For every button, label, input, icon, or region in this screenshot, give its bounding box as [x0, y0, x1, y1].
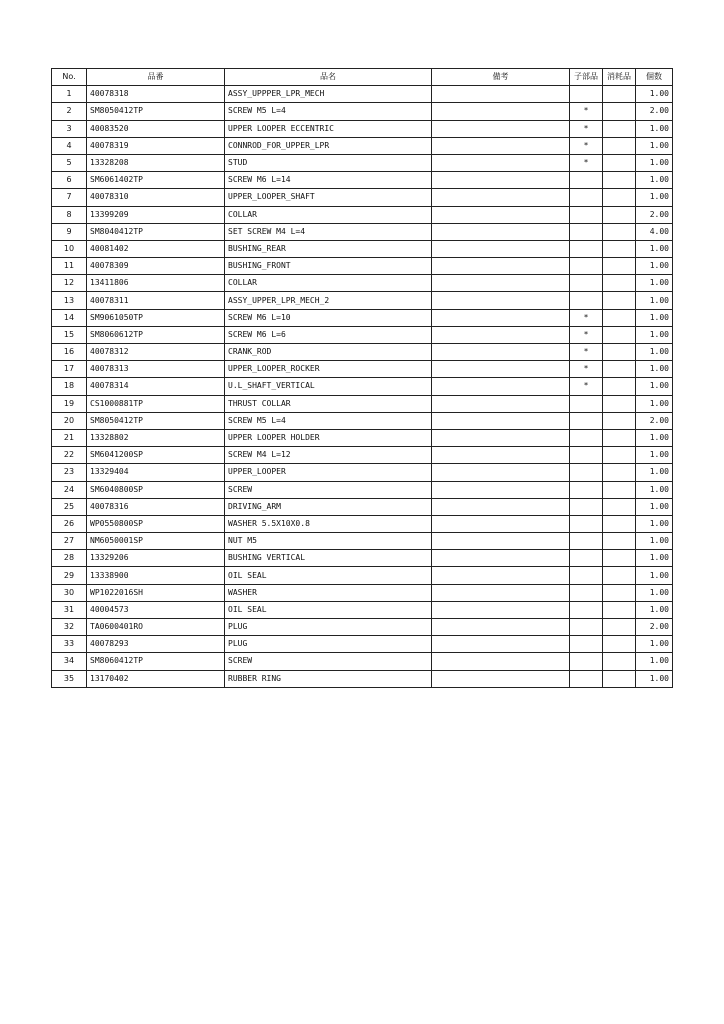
cell-remarks	[432, 206, 570, 223]
cell-remarks	[432, 258, 570, 275]
cell-quantity: 1.00	[636, 378, 673, 395]
header-no: No.	[52, 69, 87, 86]
cell-consumable-mark	[603, 653, 636, 670]
cell-part-name: COLLAR	[225, 275, 432, 292]
cell-consumable-mark	[603, 636, 636, 653]
cell-part-name: CRANK_ROD	[225, 344, 432, 361]
cell-part-name: CONNROD_FOR_UPPER_LPR	[225, 137, 432, 154]
table-row	[52, 601, 673, 618]
cell-part-name: OIL SEAL	[225, 601, 432, 618]
cell-part-number: 40004573	[87, 601, 225, 618]
cell-part-name: UPPER_LOOPER_SHAFT	[225, 189, 432, 206]
cell-sub-part-mark	[570, 447, 603, 464]
cell-sub-part-mark	[570, 292, 603, 309]
cell-sub-part-mark	[570, 206, 603, 223]
cell-quantity: 1.00	[636, 395, 673, 412]
cell-sub-part-mark	[570, 533, 603, 550]
header-consumable: 消耗品	[603, 69, 636, 86]
cell-consumable-mark	[603, 137, 636, 154]
table-row	[52, 275, 673, 292]
cell-part-number: 13411806	[87, 275, 225, 292]
table-row	[52, 326, 673, 343]
cell-no: 6	[52, 172, 87, 189]
table-row	[52, 120, 673, 137]
cell-sub-part-mark	[570, 584, 603, 601]
cell-sub-part-mark: *	[570, 326, 603, 343]
cell-quantity: 1.00	[636, 498, 673, 515]
cell-part-number: 13338900	[87, 567, 225, 584]
parts-list-sheet	[51, 68, 673, 688]
cell-sub-part-mark	[570, 240, 603, 257]
cell-part-name: NUT M5	[225, 533, 432, 550]
cell-sub-part-mark	[570, 86, 603, 103]
cell-quantity: 1.00	[636, 464, 673, 481]
cell-part-number: SM8050412TP	[87, 412, 225, 429]
cell-part-number: WP0550800SP	[87, 515, 225, 532]
cell-remarks	[432, 395, 570, 412]
cell-part-number: WP1022016SH	[87, 584, 225, 601]
cell-remarks	[432, 275, 570, 292]
cell-no: 30	[52, 584, 87, 601]
table-row	[52, 550, 673, 567]
cell-quantity: 1.00	[636, 137, 673, 154]
cell-no: 12	[52, 275, 87, 292]
cell-remarks	[432, 326, 570, 343]
cell-remarks	[432, 86, 570, 103]
cell-part-name: BUSHING_REAR	[225, 240, 432, 257]
cell-sub-part-mark	[570, 670, 603, 687]
cell-part-number: SM8060412TP	[87, 653, 225, 670]
header-part-name: 品名	[225, 69, 432, 86]
cell-consumable-mark	[603, 481, 636, 498]
cell-consumable-mark	[603, 533, 636, 550]
table-row	[52, 429, 673, 446]
cell-quantity: 1.00	[636, 447, 673, 464]
cell-remarks	[432, 550, 570, 567]
cell-part-number: 13170402	[87, 670, 225, 687]
cell-remarks	[432, 670, 570, 687]
cell-remarks	[432, 361, 570, 378]
cell-no: 4	[52, 137, 87, 154]
cell-sub-part-mark	[570, 636, 603, 653]
cell-sub-part-mark	[570, 481, 603, 498]
cell-part-name: UPPER_LOOPER_ROCKER	[225, 361, 432, 378]
cell-remarks	[432, 223, 570, 240]
cell-part-number: 13329206	[87, 550, 225, 567]
cell-sub-part-mark	[570, 550, 603, 567]
cell-quantity: 1.00	[636, 361, 673, 378]
table-row	[52, 412, 673, 429]
cell-remarks	[432, 653, 570, 670]
table-row	[52, 533, 673, 550]
cell-no: 33	[52, 636, 87, 653]
cell-consumable-mark	[603, 103, 636, 120]
cell-no: 23	[52, 464, 87, 481]
cell-quantity: 1.00	[636, 429, 673, 446]
table-row	[52, 154, 673, 171]
cell-consumable-mark	[603, 464, 636, 481]
cell-part-number: 13399209	[87, 206, 225, 223]
cell-part-name: THRUST COLLAR	[225, 395, 432, 412]
cell-sub-part-mark	[570, 464, 603, 481]
header-part-number: 品番	[87, 69, 225, 86]
cell-quantity: 1.00	[636, 550, 673, 567]
cell-quantity: 2.00	[636, 206, 673, 223]
cell-part-number: NM6050001SP	[87, 533, 225, 550]
cell-consumable-mark	[603, 292, 636, 309]
cell-remarks	[432, 515, 570, 532]
cell-no: 7	[52, 189, 87, 206]
cell-no: 8	[52, 206, 87, 223]
cell-remarks	[432, 619, 570, 636]
cell-part-name: SCREW M4 L=12	[225, 447, 432, 464]
cell-no: 35	[52, 670, 87, 687]
cell-no: 25	[52, 498, 87, 515]
cell-part-number: SM8060612TP	[87, 326, 225, 343]
cell-quantity: 1.00	[636, 533, 673, 550]
cell-quantity: 2.00	[636, 103, 673, 120]
cell-no: 31	[52, 601, 87, 618]
cell-no: 10	[52, 240, 87, 257]
cell-remarks	[432, 344, 570, 361]
cell-no: 26	[52, 515, 87, 532]
table-row	[52, 481, 673, 498]
cell-sub-part-mark: *	[570, 103, 603, 120]
cell-part-number: CS1000881TP	[87, 395, 225, 412]
cell-part-number: 40078314	[87, 378, 225, 395]
cell-consumable-mark	[603, 189, 636, 206]
cell-sub-part-mark	[570, 395, 603, 412]
cell-part-name: WASHER 5.5X10X0.8	[225, 515, 432, 532]
table-row	[52, 636, 673, 653]
cell-remarks	[432, 412, 570, 429]
cell-no: 28	[52, 550, 87, 567]
cell-no: 29	[52, 567, 87, 584]
cell-quantity: 1.00	[636, 584, 673, 601]
table-row	[52, 584, 673, 601]
cell-part-name: U.L_SHAFT_VERTICAL	[225, 378, 432, 395]
table-row	[52, 395, 673, 412]
cell-no: 32	[52, 619, 87, 636]
cell-part-name: ASSY_UPPPER_LPR_MECH	[225, 86, 432, 103]
cell-part-name: SCREW M5 L=4	[225, 412, 432, 429]
cell-part-number: 40078316	[87, 498, 225, 515]
cell-consumable-mark	[603, 447, 636, 464]
cell-remarks	[432, 154, 570, 171]
cell-part-name: SCREW	[225, 653, 432, 670]
cell-sub-part-mark	[570, 498, 603, 515]
cell-quantity: 1.00	[636, 481, 673, 498]
cell-part-number: 40078293	[87, 636, 225, 653]
cell-quantity: 1.00	[636, 154, 673, 171]
cell-no: 20	[52, 412, 87, 429]
cell-part-number: 40078310	[87, 189, 225, 206]
table-row	[52, 515, 673, 532]
cell-remarks	[432, 498, 570, 515]
cell-quantity: 1.00	[636, 636, 673, 653]
cell-quantity: 1.00	[636, 601, 673, 618]
cell-part-number: 40081402	[87, 240, 225, 257]
cell-remarks	[432, 533, 570, 550]
cell-part-name: PLUG	[225, 636, 432, 653]
cell-no: 34	[52, 653, 87, 670]
cell-part-number: SM9061050TP	[87, 309, 225, 326]
table-row	[52, 137, 673, 154]
cell-part-number: 40078312	[87, 344, 225, 361]
table-row	[52, 292, 673, 309]
cell-no: 14	[52, 309, 87, 326]
cell-part-number: SM6040800SP	[87, 481, 225, 498]
cell-part-name: SCREW M5 L=4	[225, 103, 432, 120]
table-row	[52, 378, 673, 395]
cell-part-name: WASHER	[225, 584, 432, 601]
cell-sub-part-mark: *	[570, 154, 603, 171]
cell-quantity: 1.00	[636, 515, 673, 532]
cell-part-name: PLUG	[225, 619, 432, 636]
cell-consumable-mark	[603, 120, 636, 137]
cell-no: 5	[52, 154, 87, 171]
cell-quantity: 1.00	[636, 189, 673, 206]
cell-part-name: BUSHING VERTICAL	[225, 550, 432, 567]
cell-consumable-mark	[603, 498, 636, 515]
cell-remarks	[432, 636, 570, 653]
cell-consumable-mark	[603, 326, 636, 343]
cell-no: 21	[52, 429, 87, 446]
cell-part-number: 40078318	[87, 86, 225, 103]
cell-sub-part-mark: *	[570, 344, 603, 361]
cell-sub-part-mark	[570, 189, 603, 206]
cell-no: 17	[52, 361, 87, 378]
table-body	[52, 86, 673, 688]
cell-remarks	[432, 103, 570, 120]
cell-no: 15	[52, 326, 87, 343]
cell-quantity: 4.00	[636, 223, 673, 240]
cell-quantity: 1.00	[636, 653, 673, 670]
cell-no: 1	[52, 86, 87, 103]
cell-quantity: 1.00	[636, 292, 673, 309]
cell-part-number: 13329404	[87, 464, 225, 481]
cell-part-number: TA0600401RO	[87, 619, 225, 636]
table-row	[52, 464, 673, 481]
cell-remarks	[432, 481, 570, 498]
cell-consumable-mark	[603, 344, 636, 361]
cell-part-number: 40078313	[87, 361, 225, 378]
cell-no: 19	[52, 395, 87, 412]
cell-remarks	[432, 447, 570, 464]
cell-consumable-mark	[603, 412, 636, 429]
cell-part-name: OIL SEAL	[225, 567, 432, 584]
cell-part-name: SCREW M6 L=14	[225, 172, 432, 189]
cell-sub-part-mark	[570, 601, 603, 618]
cell-part-number: 40083520	[87, 120, 225, 137]
table-row	[52, 223, 673, 240]
cell-remarks	[432, 292, 570, 309]
cell-sub-part-mark	[570, 515, 603, 532]
cell-sub-part-mark	[570, 567, 603, 584]
cell-part-name: UPPER LOOPER ECCENTRIC	[225, 120, 432, 137]
cell-sub-part-mark	[570, 653, 603, 670]
cell-part-name: SCREW M6 L=10	[225, 309, 432, 326]
cell-remarks	[432, 601, 570, 618]
cell-consumable-mark	[603, 515, 636, 532]
cell-remarks	[432, 378, 570, 395]
cell-part-number: 40078319	[87, 137, 225, 154]
parts-table	[51, 68, 673, 688]
cell-consumable-mark	[603, 550, 636, 567]
cell-consumable-mark	[603, 86, 636, 103]
table-row	[52, 309, 673, 326]
table-row	[52, 172, 673, 189]
cell-remarks	[432, 584, 570, 601]
cell-quantity: 1.00	[636, 344, 673, 361]
cell-part-name: DRIVING_ARM	[225, 498, 432, 515]
cell-no: 3	[52, 120, 87, 137]
cell-quantity: 1.00	[636, 120, 673, 137]
cell-quantity: 1.00	[636, 240, 673, 257]
cell-quantity: 2.00	[636, 412, 673, 429]
table-row	[52, 670, 673, 687]
cell-remarks	[432, 137, 570, 154]
cell-quantity: 1.00	[636, 326, 673, 343]
cell-consumable-mark	[603, 309, 636, 326]
table-row	[52, 361, 673, 378]
cell-part-name: RUBBER RING	[225, 670, 432, 687]
cell-consumable-mark	[603, 584, 636, 601]
table-row	[52, 103, 673, 120]
table-row	[52, 86, 673, 103]
cell-sub-part-mark	[570, 223, 603, 240]
cell-quantity: 1.00	[636, 309, 673, 326]
table-row	[52, 619, 673, 636]
cell-part-number: 13328802	[87, 429, 225, 446]
cell-consumable-mark	[603, 275, 636, 292]
table-row	[52, 206, 673, 223]
cell-consumable-mark	[603, 361, 636, 378]
cell-sub-part-mark: *	[570, 378, 603, 395]
cell-part-name: SCREW M6 L=6	[225, 326, 432, 343]
cell-part-number: SM6041200SP	[87, 447, 225, 464]
cell-consumable-mark	[603, 429, 636, 446]
table-row	[52, 344, 673, 361]
cell-consumable-mark	[603, 619, 636, 636]
cell-sub-part-mark	[570, 429, 603, 446]
cell-part-name: SET SCREW M4 L=4	[225, 223, 432, 240]
cell-part-number: 13328208	[87, 154, 225, 171]
cell-consumable-mark	[603, 395, 636, 412]
cell-quantity: 2.00	[636, 619, 673, 636]
cell-part-name: UPPER LOOPER HOLDER	[225, 429, 432, 446]
cell-part-name: ASSY_UPPER_LPR_MECH_2	[225, 292, 432, 309]
cell-remarks	[432, 309, 570, 326]
cell-remarks	[432, 172, 570, 189]
table-row	[52, 498, 673, 515]
cell-consumable-mark	[603, 378, 636, 395]
cell-consumable-mark	[603, 154, 636, 171]
cell-part-name: SCREW	[225, 481, 432, 498]
cell-sub-part-mark	[570, 258, 603, 275]
cell-consumable-mark	[603, 206, 636, 223]
cell-part-number: SM6061402TP	[87, 172, 225, 189]
cell-sub-part-mark: *	[570, 309, 603, 326]
cell-sub-part-mark: *	[570, 361, 603, 378]
cell-part-number: SM8050412TP	[87, 103, 225, 120]
cell-part-name: COLLAR	[225, 206, 432, 223]
cell-part-number: 40078311	[87, 292, 225, 309]
cell-sub-part-mark: *	[570, 137, 603, 154]
cell-part-number: 40078309	[87, 258, 225, 275]
cell-remarks	[432, 189, 570, 206]
cell-part-name: UPPER_LOOPER	[225, 464, 432, 481]
cell-quantity: 1.00	[636, 258, 673, 275]
cell-sub-part-mark	[570, 275, 603, 292]
cell-no: 16	[52, 344, 87, 361]
header-row	[52, 69, 673, 86]
cell-no: 13	[52, 292, 87, 309]
cell-quantity: 1.00	[636, 275, 673, 292]
table-header	[52, 69, 673, 86]
table-row	[52, 653, 673, 670]
cell-quantity: 1.00	[636, 172, 673, 189]
cell-no: 24	[52, 481, 87, 498]
cell-consumable-mark	[603, 258, 636, 275]
cell-remarks	[432, 567, 570, 584]
cell-no: 9	[52, 223, 87, 240]
cell-part-name: STUD	[225, 154, 432, 171]
cell-no: 27	[52, 533, 87, 550]
cell-part-number: SM8040412TP	[87, 223, 225, 240]
table-row	[52, 447, 673, 464]
cell-sub-part-mark	[570, 412, 603, 429]
cell-no: 2	[52, 103, 87, 120]
cell-consumable-mark	[603, 670, 636, 687]
cell-consumable-mark	[603, 223, 636, 240]
header-remarks: 備考	[432, 69, 570, 86]
cell-quantity: 1.00	[636, 567, 673, 584]
cell-sub-part-mark	[570, 619, 603, 636]
header-quantity: 個数	[636, 69, 673, 86]
cell-remarks	[432, 429, 570, 446]
cell-quantity: 1.00	[636, 670, 673, 687]
cell-part-name: BUSHING_FRONT	[225, 258, 432, 275]
cell-remarks	[432, 240, 570, 257]
table-row	[52, 240, 673, 257]
cell-consumable-mark	[603, 172, 636, 189]
cell-no: 22	[52, 447, 87, 464]
table-row	[52, 189, 673, 206]
header-sub-part: 子部品	[570, 69, 603, 86]
cell-remarks	[432, 464, 570, 481]
table-row	[52, 258, 673, 275]
cell-no: 11	[52, 258, 87, 275]
cell-sub-part-mark: *	[570, 120, 603, 137]
cell-quantity: 1.00	[636, 86, 673, 103]
cell-remarks	[432, 120, 570, 137]
cell-no: 18	[52, 378, 87, 395]
cell-consumable-mark	[603, 567, 636, 584]
table-row	[52, 567, 673, 584]
cell-consumable-mark	[603, 240, 636, 257]
cell-consumable-mark	[603, 601, 636, 618]
cell-sub-part-mark	[570, 172, 603, 189]
